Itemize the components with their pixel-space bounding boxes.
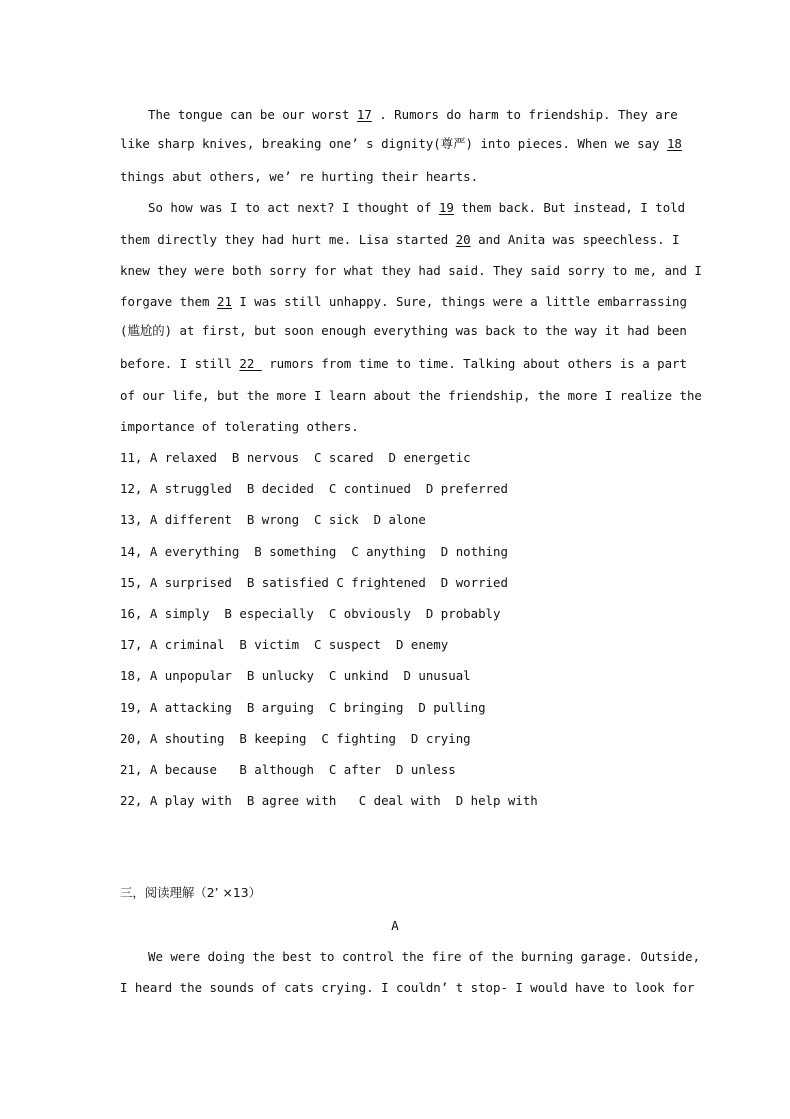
- passage-line: The tongue can be our worst 17 . Rumors do harm to friendship. They are: [148, 107, 678, 122]
- option-line: 16, A simply B especially C obviously D probably: [120, 606, 501, 621]
- passage-line: importance of tolerating others.: [120, 419, 359, 434]
- blank-19: 19: [438, 200, 454, 215]
- passage-line: like sharp knives, breaking one’ s dignity(尊严) into pieces. When we say 18: [120, 136, 682, 151]
- option-line: 12, A struggled B decided C continued D preferred: [120, 481, 508, 496]
- passage-line: them directly they had hurt me. Lisa started 20 and Anita was speechless. I: [120, 232, 680, 247]
- option-line: 11, A relaxed B nervous C scared D energetic: [120, 450, 471, 465]
- blank-20: 20: [455, 232, 471, 247]
- passage-line: of our life, but the more I learn about the friendship, the more I realize the: [120, 388, 702, 403]
- blank-18: 18: [666, 136, 682, 151]
- passage-line: forgave them 21 I was still unhappy. Sure, things were a little embarrassing: [120, 294, 687, 309]
- option-line: 14, A everything B something C anything D nothing: [120, 544, 508, 559]
- passage-line: before. I still 22 rumors from time to time. Talking about others is a part: [120, 356, 687, 371]
- blank-21: 21: [216, 294, 232, 309]
- part-label: A: [391, 918, 399, 933]
- blank-22: 22: [239, 356, 262, 371]
- option-line: 20, A shouting B keeping C fighting D crying: [120, 731, 471, 746]
- option-line: 21, A because B although C after D unless: [120, 762, 456, 777]
- option-line: 15, A surprised B satisfied C frightened D worried: [120, 575, 508, 590]
- passage-line: knew they were both sorry for what they had said. They said sorry to me, and I: [120, 263, 702, 278]
- blank-17: 17: [356, 107, 372, 122]
- option-line: 18, A unpopular B unlucky C unkind D unusual: [120, 668, 471, 683]
- option-line: 19, A attacking B arguing C bringing D pulling: [120, 700, 486, 715]
- option-line: 22, A play with B agree with C deal with D help with: [120, 793, 538, 808]
- passage-line: I heard the sounds of cats crying. I couldn’ t stop- I would have to look for: [120, 980, 695, 995]
- passage-line: We were doing the best to control the fire of the burning garage. Outside,: [148, 949, 701, 964]
- passage-line: (尴尬的) at first, but soon enough everything was back to the way it had been: [120, 323, 687, 338]
- section-heading: 三，阅读理解（2’ ×13）: [120, 885, 262, 900]
- passage-line: So how was I to act next? I thought of 19 them back. But instead, I told: [148, 200, 686, 215]
- passage-line: things abut others, we’ re hurting their hearts.: [120, 169, 479, 184]
- option-line: 17, A criminal B victim C suspect D enemy: [120, 637, 449, 652]
- option-line: 13, A different B wrong C sick D alone: [120, 512, 426, 527]
